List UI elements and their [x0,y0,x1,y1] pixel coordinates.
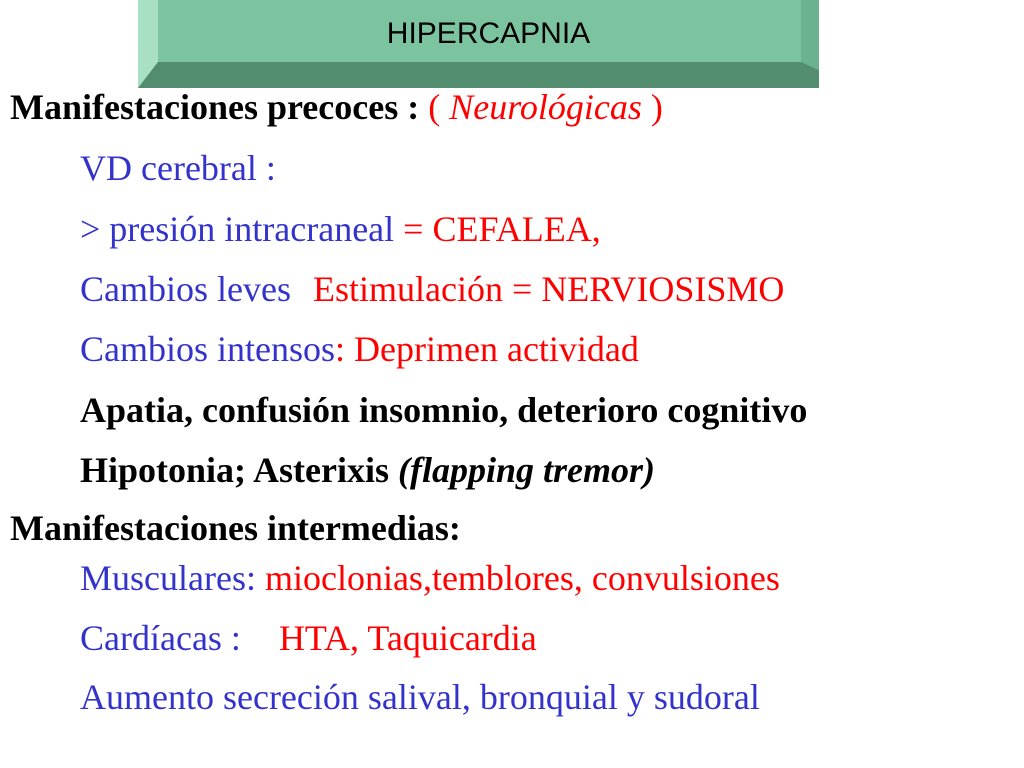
paren-close: ) [641,87,663,127]
hta-text: HTA, Taquicardia [278,618,537,658]
cambios-leves-text: Cambios leves [80,269,291,309]
cambios-intensos-text: Cambios intensos [80,329,336,369]
flapping-text: (flapping tremor) [398,450,656,490]
apatia-text: Apatia, confusión insomnio, deterioro cognitivo [80,390,808,430]
line-apatia [80,389,807,431]
cardiacas-text: Cardíacas : [80,618,241,658]
slide-title: HIPERCAPNIA [386,17,591,50]
line-secrecion [80,676,760,718]
line-vd-cerebral [80,147,276,189]
vd-cerebral-text: VD cerebral : [80,148,276,188]
deprimen-text: : Deprimen actividad [335,329,639,369]
mioclonias-text: mioclonias,temblores, convulsiones [264,558,780,598]
estimulacion-text: Estimulación = NERVIOSISMO [312,269,785,309]
hipotonia-text: Hipotonia; Asterixis [80,450,399,490]
musculares-text: Musculares: [80,558,265,598]
line-precoces-label: Manifestaciones precoces : [10,87,429,127]
line-cambios-intensos [80,328,639,370]
secrecion-text: Aumento secreción salival, bronquial y sudoral [80,677,760,717]
line-presion [80,208,601,250]
line-musculares [80,557,780,599]
paren-open: ( [428,87,450,127]
presion-text: > presión intracraneal [80,209,404,249]
line-hipotonia [80,449,655,491]
line-intermedias [10,507,461,549]
line-cardiacas [80,617,537,659]
line-cambios-leves [80,268,784,310]
intermedias-text: Manifestaciones intermedias: [10,508,461,548]
title-banner [138,0,819,88]
neurologicas-text: Neurológicas [449,87,642,127]
line-precoces [10,86,663,128]
cefalea-text: = CEFALEA, [403,209,601,249]
